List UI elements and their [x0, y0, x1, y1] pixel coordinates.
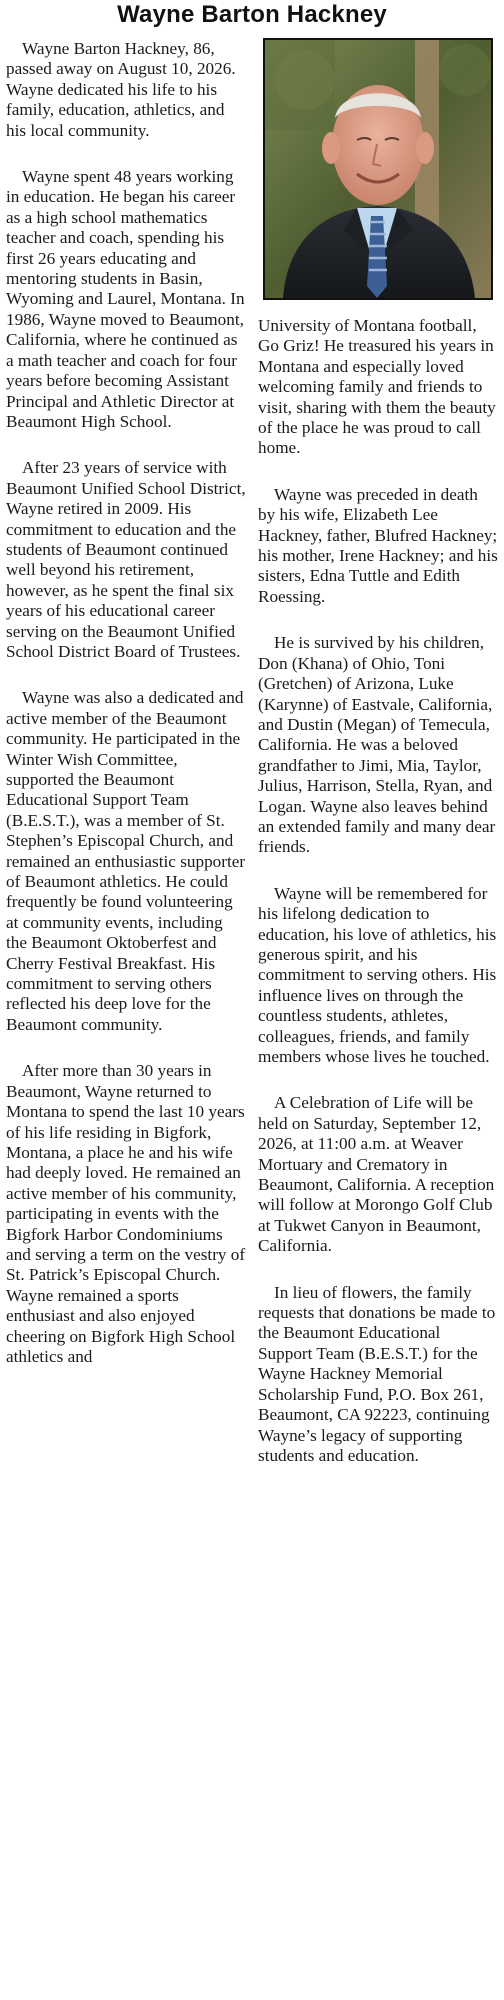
- right-column: [258, 39, 498, 1492]
- left-column: [6, 39, 246, 1492]
- obituary-paragraph-retirement: After 23 years of service with Beaumont Unified School District, Wayne retired in 2009. His commitment to education and the students of Beaumont continued well beyond his retirement, however, as he spent the final six years of his educational career serving on the Beaumont Unified School District Board of Trustees.: [6, 458, 246, 661]
- obituary-paragraph-survived: He is survived by his children, Don (Khana) of Ohio, Toni (Gretchen) of Arizona, Luke (Karynne) of Eastvale, California, and Dustin (Megan) of Temecula, California. He was a beloved grandfather to Jimi, Mia, Taylor, Julius, Harrison, Stella, Ryan, and Logan. Wayne also leaves behind an extended family and many dear friends.: [258, 633, 496, 857]
- obituary-paragraph-community: Wayne was also a dedicated and active member of the Beaumont community. He participated in the Winter Wish Committee, supported the Beaumont Educational Support Team (B.E.S.T.), was a member of St. Stephen’s Episcopal Church, and remained an enthusiastic supporter of Beaumont athletics. He could frequently be found volunteering at community events, including the Beaumont Oktoberfest and Cherry Festival Breakfast. His commitment to serving others reflected his deep love for the Beaumont community.: [6, 688, 246, 1034]
- obituary-paragraph-montana-continued: University of Montana football, Go Griz! He treasured his years in Montana and especially loved welcoming family and friends to visit, sharing with them the beauty of the place he was proud to call home.: [258, 316, 496, 458]
- portrait-image: [265, 40, 491, 298]
- obituary-paragraph-intro: Wayne Barton Hackney, 86, passed away on August 10, 2026. Wayne dedicated his life to his family, education, athletics, and his local community.: [6, 39, 236, 140]
- obituary-paragraph-donations: In lieu of flowers, the family requests that donations be made to the Beaumont Educational Support Team (B.E.S.T.) for the Wayne Hackney Memorial Scholarship Fund, P.O. Box 261, Beaumont, CA 92223, continuing Wayne’s legacy of supporting students and education.: [258, 1282, 496, 1465]
- obituary-paragraph-celebration: A Celebration of Life will be held on Saturday, September 12, 2026, at 11:00 a.m. at Weaver Mortuary and Crematory in Beaumont, California. A reception will follow at Morongo Golf Club at Tukwet Canyon in Beaumont, California.: [258, 1093, 495, 1256]
- obituary-paragraph-remembered: Wayne will be remembered for his lifelong dedication to education, his love of athletics, his generous spirit, and his commitment to serving others. His influence lives on through the countless students, athletes, colleagues, friends, and family members whose lives he touched.: [258, 883, 497, 1066]
- obituary-title: Wayne Barton Hackney: [117, 1, 387, 28]
- obituary-paragraph-montana: After more than 30 years in Beaumont, Wayne returned to Montana to spend the last 10 years of his life residing in Bigfork, Montana, a place he and his wife had deeply loved. He remained an active member of his community, participating in events with the Bigfork Harbor Condominiums and serving a term on the vestry of St. Patrick’s Episcopal Church. Wayne remained a sports enthusiast and also enjoyed cheering on Bigfork High School athletics and: [6, 1061, 246, 1366]
- obituary-columns: [6, 39, 498, 1492]
- portrait-photo: [263, 38, 493, 300]
- obituary-paragraph-preceded: Wayne was preceded in death by his wife, Elizabeth Lee Hackney, father, Blufred Hackney; his mother, Irene Hackney; and his sisters, Edna Tuttle and Edith Roessing.: [258, 484, 498, 606]
- obituary-paragraph-career: Wayne spent 48 years working in education. He began his career as a high school mathematics teacher and coach, spending his first 26 years educating and mentoring students in Basin, Wyoming and Laurel, Montana. In 1986, Wayne moved to Beaumont, California, where he continued as a math teacher and coach for four years before becoming Assistant Principal and Athletic Director at Beaumont High School.: [6, 167, 245, 431]
